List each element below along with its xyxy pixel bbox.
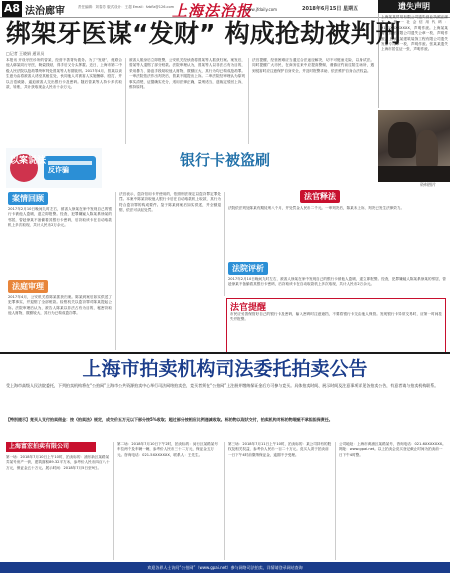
news-photo — [378, 110, 450, 182]
issue-date: 2018年6月15日 星期五 — [302, 6, 359, 12]
site-url: www.jfdaily.com — [245, 7, 278, 12]
notice-title: 遗失声明 — [378, 0, 450, 13]
lead-article-col3: 法官提醒，经营困难应当通过合法途径解决，切不可铤而走险，以身试法。同时提醒广大市民，在商务往来中应提高警惕，谨慎应约前往陌生场所，遇到侵害时应注意保护自身安全，并及时报警求助，依法维护自身合法权益。 — [252, 58, 374, 73]
court-text: 2017年4月，公安机关将陈某抓获归案。陈某到案后如实供述了犯罪事实，并退赔了全部赃款。检察机关以盗窃罪对陈某提起公诉。法院审理后认为，被告人陈某以非法占有为目的，秘密窃取他人财物，数额较大，其行为已构成盗窃罪。 — [8, 295, 112, 316]
opinion-text: 法院依法判处陈某有期徒刑八个月，并处罚金人民币二千元。一审判决后，陈某未上诉，判决已发生法律效力。 — [228, 206, 405, 210]
auction-intro: 受上海市高级人民法院委托，下列拍卖机构将在“公拍网”上海市公共资源拍卖中心举行司法网络拍卖会，竞买者须在“公拍网”上注册并缴纳保证金后方可参与竞买。具体拍卖时间、展示时间及注意事项详见各拍卖公告，有意者请与拍卖机构联系。 — [6, 383, 439, 388]
auction-lot: 第三场：2018年7月11日上午10时，拍卖标的：某公司持有的股权及相关权益，参考价人民币一百二十万元。竞买人须于拍卖前一日下午4时前缴纳保证金，逾期不予受理。 — [228, 442, 332, 457]
opinion-summary: 2017年2月10日晚间九时左右，被害人徐某在家中发现自己的银行卡被他人盗刷，遂立即报警。经查，犯罪嫌疑人陈某系徐某的邻居，曾趁徐某不备偷看其银行卡密码，后窃取该卡在自动取款机上多次取现，共计人民币2万余元。 — [228, 277, 446, 287]
auction-title: 上海市拍卖机构司法委托拍卖公告 — [82, 358, 368, 380]
lead-article-col1: 本报讯 开设牙医诊所的曾某，经营不善背负债务。为了“发财”，竟联合他人绑架同行牙医，勒索钱财，得手后又分头挥霍。近日，上海市第二中级人民法院以抢劫罪终审判处曾某等人有期徒刑。2017年4月，曾某以谈生意为由将被害人诱至其租住处，伙同他人对被害人实施捆绑、殴打，并以言语威胁，逼迫被害人交出银行卡及密码。随后曾某等人持卡多次取款、转账，共计获取现金人民币十余万元。 — [6, 58, 122, 90]
column-rule — [125, 58, 126, 144]
section-divider — [0, 352, 450, 354]
feature-banner-label: 以案说法 — [10, 156, 47, 166]
photo-credit: 资料图片 — [420, 182, 436, 187]
tag-case-review: 案情回顾 — [8, 192, 48, 205]
feature-banner-sublabel: 反诈骗 — [48, 166, 69, 174]
editor-credits: 责任编辑：刘春芳 版式设计：王超 Email：fzbflz@126.com — [78, 5, 175, 9]
column-rule — [115, 192, 116, 350]
column-rule — [224, 442, 225, 560]
tag-court-opinion: 法院评析 — [228, 262, 268, 275]
column-rule — [113, 442, 114, 560]
column-rule — [224, 192, 225, 296]
tag-court-trial: 法庭审理 — [8, 280, 48, 293]
auction-rules: 【特别提示】竞买人支付拍卖佣金：按《拍卖法》规定，成交价五万元以下部分按5%收取；超过部分按相应比例递减收取。标的物以现状交付，拍卖机构对标的物瑕疵不承担担保责任。 — [6, 417, 333, 422]
analysis-text: 法官表示，盗窃信用卡并使用的，依照刑法规定以盗窃罪定罪处罚。本案中陈某窃取他人银行卡后在自动取款机上取款，其行为符合盗窃罪的构成要件。鉴于陈某到案后如实供述，并全额退赔，依法可从轻处罚。 — [119, 192, 221, 213]
page-number: A8 — [3, 2, 21, 15]
case-text: 2017年2月10日晚间九时左右，被害人徐某在家中发现自己的银行卡被他人盗刷，遂立即报警。经查，犯罪嫌疑人陈某系徐某的邻居，曾趁徐某不备偷看其银行卡密码，后窃取该卡在自动取款机上多次取现，共计人民币2万余元。 — [8, 207, 112, 228]
auction-company-name: 上海富宏拍卖有限公司 — [6, 442, 96, 452]
notice-text: 上海某某贸易有限公司遗失营业执照正副本，统一社会信用代码：9131XXXXXXXX，声明作废。上海某某餐饮管理有限公司遗失公章一枚，声明作废。上海某某建筑装饰工程有限公司遗失发票专用章一枚，声明作废。张某某遗失上海市居住证一张，声明作废。 — [381, 15, 448, 52]
feature-title: 银行卡被盗刷 — [179, 151, 270, 169]
section-name: 法治廊审 — [25, 6, 65, 17]
auction-lot: 第一场：2018年7月10日上午10时，拍卖标的：浦东新区某路某弄某号房产一套，建筑面积89.32平方米，参考价人民币四百八十万元，保证金五十万元。展示时间：2018年7月5日至9日。 — [6, 455, 110, 470]
judge-reminder-text: 市民应妥善保管好自己的银行卡及密码，输入密码时注意遮挡，不要将银行卡交由他人保管。发现银行卡异常交易时，应第一时间挂失并报警。 — [230, 312, 442, 322]
lead-article-col2: 被害人脱身后立即报警，公安机关经侦查将曾某等人抓获归案。案发后，曾某等人退赔了部分赃款。法院审理认为，曾某等人以非法占有为目的，采用暴力、胁迫手段劫取他人财物，数额巨大，其行为均已构成抢劫罪。一审法院依法作出判决后，曾某不服提出上诉。二审法院经审理认为原判事实清楚、证据确实充分，适用法律正确，量刑适当，遂裁定驳回上诉，维持原判。 — [129, 58, 245, 90]
auction-lot: 第二场：2018年7月10日下午2时，拍卖标的：闵行区某路某号车位两个及车辆一辆，参考价人民币三十二万元，保证金五万元。咨询电话：021-5XXXXXXX，联系人：王先生。 — [117, 442, 218, 457]
column-rule — [248, 58, 249, 144]
byline: □记者 王晓娟 通讯员 — [6, 51, 45, 56]
newspaper-logo: 上海法治报 — [172, 2, 253, 20]
main-headline: 绑架牙医谋“发财” 构成抢劫被判刑 — [6, 19, 401, 48]
auction-lot: 公司地址：上海市黄浦区某路某号，咨询电话：021-6XXXXXXX。网址：www.gpai.net。以上拍卖会竞买登记截止时间为拍卖前一日下午4时整。 — [339, 442, 446, 457]
tag-judge-explains: 法官释法 — [300, 190, 340, 203]
page-footer: 欢迎各界人士访问“公拍网”（www.gpai.net）参与网络司法拍卖，详情请登录网站查询 — [0, 562, 450, 573]
judge-reminder-title: 法官提醒 — [230, 303, 267, 313]
column-rule — [335, 442, 336, 560]
